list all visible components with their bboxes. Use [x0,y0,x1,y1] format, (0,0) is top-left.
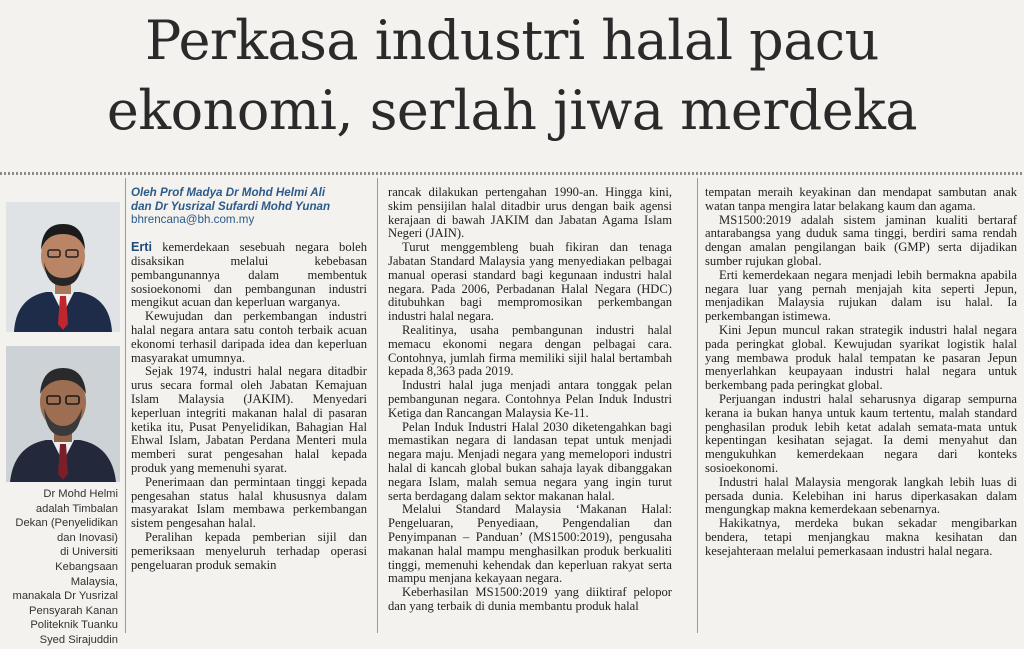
column-divider [125,178,126,633]
paragraph: Melalui Standard Malaysia ‘Makanan Halal: Pengeluaran, Penyediaan, Pengendalian dan Penyimpanan – Panduan’ (MS1500:2019), pengusaha makanan halal mampu menghasilkan produk berkualiti tinggi, memenuhi kehendak dan keperluan rakyat serta mampu menjana kekayaan negara. [388,502,672,586]
caption-line: dan Inovasi) [57,531,118,544]
paragraph: Hakikatnya, merdeka bukan sekadar mengibarkan bendera, tetapi menjangkau makna kesihatan dan kesejahteraan melalui pemerkasaan industri halal negara. [705,516,1017,558]
paragraph: Peralihan kepada pemberian sijil dan pemeriksaan menyeluruh terhadap operasi pengeluaran produk semakin [131,529,367,572]
paragraph: Kini Jepun muncul rakan strategik industri halal negara pada peringkat global. Kewujudan syarikat logistik halal yang membawa produk halal tempatan ke pasaran Jepun menyerlahkan keupayaan industri halal negara untuk berkembang pada peringkat global. [705,322,1017,393]
paragraph: Industri halal juga menjadi antara tonggak pelan pembangunan negara. Contohnya Pelan Induk Industri Ketiga dan Rancangan Malaysia Ke-11. [388,378,672,420]
headline-line-1: Perkasa industri halal pacu [145,9,879,72]
byline-authors-2: dan Dr Yusrizal Sufardi Mohd Yunan [131,199,331,213]
author-caption [6,487,118,648]
paragraph: Kewujudan dan perkembangan industri halal negara antara satu contoh terbaik acuan ekonomi terhasil daripada idea dan keperluan masyarakat umumnya. [131,309,367,365]
article-column-2 [388,186,672,614]
caption-line: Pensyarah Kanan [29,604,118,617]
paragraph-text: kemerdekaan sesebuah negara boleh disaksikan melalui kebebasan pembangunannya dalam membentuk sosioekonomi dan pembangunan industri mengikut acuan dan keperluan warganya. [131,240,367,310]
portrait-1-icon [6,202,120,332]
author-photo-helmi [6,202,120,332]
caption-line: Dr Mohd Helmi [43,488,118,500]
caption-line: adalah Timbalan [35,502,118,515]
author-email[interactable]: bhrencana@bh.com.my [131,213,255,227]
author-photo-yusrizal [6,346,120,482]
caption-line: Politeknik Tuanku [30,619,118,632]
paragraph: Perjuangan industri halal seharusnya digarap sempurna kerana ia bukan hanya untuk kaum tertentu, malah standard penghasilan produk lebih ketat adalah semata-mata untuk kepentingan kesihatan sejagat. Ia demi menyahut dan mengukuhkan kemerdekaan negara dari konteks sosioekonomi. [705,391,1017,475]
article-column-3 [705,186,1017,559]
paragraph: rancak dilakukan pertengahan 1990-an. Hingga kini, skim pensijilan halal ditadbir urus dengan baik agensi kerajaan di bawah JAKIM dan Jabatan Agama Islam Negeri (JAIN). [388,185,672,241]
caption-line: Dekan (Penyelidikan [15,517,118,530]
paragraph: Sejak 1974, industri halal negara ditadbir urus secara formal oleh Jabatan Kemajuan Islam Malaysia (JAKIM). Menyedari keperluan integriti makanan halal di pasaran ketika itu, Pusat Penyelidikan, Bahagian Hal Ehwal Islam, Jabatan Perdana Menteri mula memberi surat pengesahan halal kepada produk yang memenuhi syarat. [131,364,367,475]
paragraph: Realitinya, usaha pembangunan industri halal memacu ekonomi negara dengan pelbagai cara. Contohnya, jumlah firma memiliki sijil halal bertambah kepada 8,363 pada 2019. [388,322,672,379]
paragraph: Industri halal Malaysia mengorak langkah lebih luas di persada dunia. Kelebihan ini harus diperkasakan dalam mengungkap makna kemerdekaan sebenarnya. [705,474,1017,517]
byline-authors-1: Oleh Prof Madya Dr Mohd Helmi Ali [131,186,326,199]
headline-divider [0,172,1024,175]
paragraph: Turut menggembleng buah fikiran dan tenaga Jabatan Standard Malaysia yang menyediakan pelbagai manual operasi standard bagi kegunaan industri halal negara. Pada 2006, Perbadanan Halal Negara (HDC) ditubuhkan bagi mempromosikan perkembangan industri halal negara. [388,240,672,324]
article-column-1 [131,186,367,572]
paragraph: MS1500:2019 adalah sistem jaminan kualiti bertaraf antarabangsa yang duduk sama tinggi, berdiri sama rendah dengan amalan pengilangan baik (GMP) serta dijadikan sumber rujukan global. [705,212,1017,268]
lead-word: Erti [131,240,152,255]
caption-line: Kebangsaan Malaysia, [55,560,118,588]
column-divider [697,178,698,633]
paragraph [131,241,367,310]
caption-line: di Universiti [60,546,118,559]
paragraph: Erti kemerdekaan negara menjadi lebih bermakna apabila negara luar yang pernah menjajah kita seperti Jepun, menjadikan Malaysia rujukan dalam isu halal. Ia perkembangan istimewa. [705,267,1017,324]
caption-line: manakala Dr Yusrizal [12,590,118,603]
portrait-2-icon [6,346,120,482]
paragraph: Keberhasilan MS1500:2019 yang diiktiraf pelopor dan yang terbaik di dunia membantu produk halal [388,585,672,613]
caption-line: Syed Sirajuddin [39,633,118,646]
paragraph: Penerimaan dan permintaan tinggi kepada pengesahan status halal khususnya dalam masyarakat Islam membawa perkembangan sistem pengesahan halal. [131,474,367,531]
paragraph: tempatan meraih keyakinan dan mendapat sambutan anak watan tanpa mengira latar belakang kaum dan agama. [705,185,1017,213]
paragraph: Pelan Induk Industri Halal 2030 diketengahkan bagi memastikan negara di landasan tepat untuk menjadi negara maju. Menjadi negara yang memelopori industri halal di kancah global bukan sahaja layak dibanggakan negara Islam, malah semua negara yang ingin turut serta berdagang dalam sektor makanan halal. [388,419,672,503]
column-divider [377,178,378,633]
headline-line-2: ekonomi, serlah jiwa merdeka [106,79,918,142]
